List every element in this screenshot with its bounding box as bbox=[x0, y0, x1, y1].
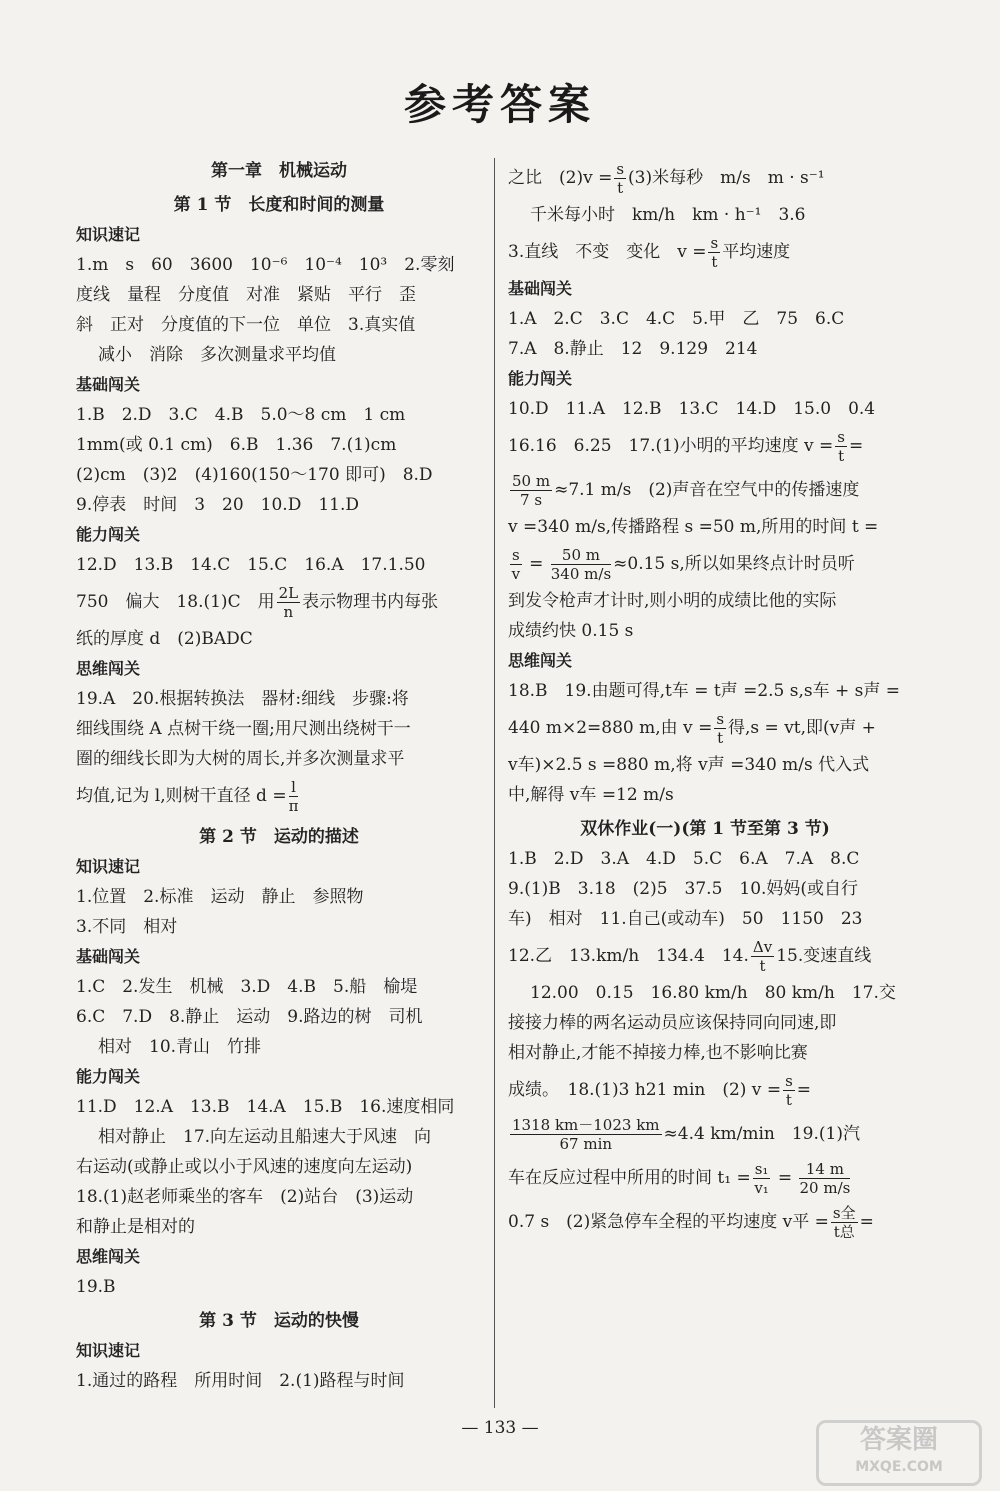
answer-text: 0.7 s (2)紧急停车全程的平均速度 v平 = bbox=[508, 1212, 829, 1232]
answer-line bbox=[508, 230, 902, 274]
answer-line bbox=[508, 424, 902, 468]
fraction bbox=[510, 546, 522, 583]
fraction bbox=[835, 428, 847, 465]
fraction bbox=[277, 584, 301, 621]
answer-line bbox=[508, 156, 902, 200]
fraction-denominator: 340 m/s bbox=[550, 565, 612, 583]
section-label: 基础闯关 bbox=[508, 279, 573, 298]
right-column bbox=[508, 156, 902, 1244]
answer-line: 11.D 12.A 13.B 14.A 15.B 16.速度相同 bbox=[76, 1097, 455, 1117]
section-label: 思维闯关 bbox=[76, 1247, 141, 1266]
section-1-heading: 第 1 节 长度和时间的测量 bbox=[173, 195, 385, 215]
answer-text: ≈0.15 s,所以如果终点计时员听 bbox=[613, 554, 855, 574]
answer-line: 到发令枪声才计时,则小明的成绩比他的实际 bbox=[508, 591, 837, 611]
answer-line: 相对静止,才能不掉接力棒,也不影响比赛 bbox=[508, 1043, 808, 1063]
fraction bbox=[289, 778, 299, 815]
fraction-numerator: l bbox=[289, 778, 299, 797]
fraction bbox=[751, 938, 774, 975]
answer-line: 1.m s 60 3600 10⁻⁶ 10⁻⁴ 10³ 2.零刻 bbox=[76, 255, 455, 275]
section-label: 知识速记 bbox=[76, 857, 141, 876]
fraction-numerator: s bbox=[716, 710, 725, 728]
fraction bbox=[551, 546, 611, 583]
answer-text: ≈7.1 m/s (2)声音在空气中的传播速度 bbox=[554, 480, 860, 500]
answer-line: 右运动(或静止或以小于风速的速度向左运动) bbox=[76, 1157, 413, 1177]
answer-line: 18.(1)赵老师乘坐的客车 (2)站台 (3)运动 bbox=[76, 1187, 414, 1207]
answer-line: 1.B 2.D 3.A 4.D 5.C 6.A 7.A 8.C bbox=[508, 849, 860, 869]
answer-text: 均值,记为 l,则树干直径 d = bbox=[76, 786, 287, 806]
answer-line: v =340 m/s,传播路程 s =50 m,所用的时间 t = bbox=[508, 517, 879, 537]
fraction-numerator: 14 m bbox=[799, 1160, 850, 1179]
answer-text: ≈4.4 km/min 19.(1)汽 bbox=[663, 1124, 860, 1144]
answer-text: 12.乙 13.km/h 134.4 14. bbox=[508, 946, 749, 966]
fraction bbox=[783, 1072, 795, 1109]
fraction-denominator: n bbox=[283, 603, 294, 621]
answer-line: 6.C 7.D 8.静止 运动 9.路边的树 司机 bbox=[76, 1007, 423, 1027]
answer-line: 1.通过的路程 所用时间 2.(1)路程与时间 bbox=[76, 1371, 405, 1391]
answer-line: 10.D 11.A 12.B 13.C 14.D 15.0 0.4 bbox=[508, 399, 876, 419]
section-label: 能力闯关 bbox=[508, 369, 573, 388]
answer-line: 1.A 2.C 3.C 4.C 5.甲 乙 75 6.C bbox=[508, 309, 845, 329]
answer-line: 细线围绕 A 点树干绕一圈;用尺测出绕树干一 bbox=[76, 719, 411, 739]
answer-line: 圈的细线长即为大树的周长,并多次测量求平 bbox=[76, 749, 405, 769]
answer-line: 减小 消除 多次测量求平均值 bbox=[98, 345, 336, 365]
watermark-main: 答案圈 bbox=[859, 1425, 938, 1455]
answer-line: 18.B 19.由题可得,t车 = t声 =2.5 s,s车 + s声 = bbox=[508, 681, 901, 701]
fraction bbox=[614, 160, 626, 197]
answer-text: = bbox=[859, 1212, 874, 1232]
answer-line: 1.B 2.D 3.C 4.B 5.0～8 cm 1 cm bbox=[76, 405, 406, 425]
section-label: 思维闯关 bbox=[76, 659, 141, 678]
answer-line: (2)cm (3)2 (4)160(150～170 即可) 8.D bbox=[76, 465, 433, 485]
answer-line: 斜 正对 分度值的下一位 单位 3.真实值 bbox=[76, 315, 416, 335]
section-label: 能力闯关 bbox=[76, 525, 141, 544]
answer-line bbox=[508, 1068, 902, 1112]
fraction-denominator: t bbox=[838, 447, 845, 465]
answer-line bbox=[508, 706, 902, 750]
answer-line: 中,解得 v车 =12 m/s bbox=[508, 785, 674, 805]
answer-line: 12.00 0.15 16.80 km/h 80 km/h 17.交 bbox=[530, 983, 896, 1003]
section-label: 能力闯关 bbox=[76, 1067, 141, 1086]
answer-line: 12.D 13.B 14.C 15.C 16.A 17.1.50 bbox=[76, 555, 426, 575]
fraction-numerator: s全 bbox=[832, 1204, 856, 1222]
fraction-numerator: s₁ bbox=[754, 1160, 769, 1178]
fraction-denominator: π bbox=[288, 797, 299, 815]
answer-line: 1mm(或 0.1 cm) 6.B 1.36 7.(1)cm bbox=[76, 435, 397, 455]
fraction-denominator: t bbox=[711, 253, 718, 271]
fraction-numerator: s bbox=[785, 1072, 793, 1090]
fraction-denominator: 7 s bbox=[520, 491, 543, 509]
answer-text: = bbox=[796, 1080, 812, 1100]
page-title: 参考答案 bbox=[403, 80, 596, 129]
fraction-numerator: s bbox=[837, 428, 845, 446]
answer-text: 成绩。 18.(1)3 h21 min (2) v = bbox=[508, 1080, 782, 1100]
section-3-heading: 第 3 节 运动的快慢 bbox=[199, 1311, 359, 1331]
fraction-denominator: t bbox=[717, 729, 724, 747]
section-label: 知识速记 bbox=[76, 1341, 141, 1360]
fraction bbox=[708, 234, 720, 271]
answer-text: 15.变速直线 bbox=[776, 946, 872, 966]
answer-line: 车) 相对 11.自己(或动车) 50 1150 23 bbox=[508, 909, 863, 929]
answer-line: 19.B bbox=[76, 1277, 116, 1297]
fraction bbox=[510, 1116, 662, 1153]
fraction bbox=[510, 472, 552, 509]
answer-line: 7.A 8.静止 12 9.129 214 bbox=[508, 339, 758, 359]
fraction-denominator: v₁ bbox=[754, 1179, 769, 1197]
answer-line: 1.位置 2.标准 运动 静止 参照物 bbox=[76, 887, 364, 907]
answer-text: 16.16 6.25 17.(1)小明的平均速度 v = bbox=[508, 436, 834, 456]
answer-text: = bbox=[849, 436, 864, 456]
fraction bbox=[714, 710, 726, 747]
fraction-denominator: t bbox=[759, 957, 766, 975]
section-label: 知识速记 bbox=[76, 225, 141, 244]
watermark-logo bbox=[816, 1420, 982, 1486]
answer-line: 1.C 2.发生 机械 3.D 4.B 5.船 榆堤 bbox=[76, 977, 418, 997]
watermark-sub: MXQE.COM bbox=[855, 1459, 943, 1475]
fraction bbox=[799, 1160, 850, 1197]
fraction-numerator: Δv bbox=[752, 938, 773, 956]
answer-line: 和静止是相对的 bbox=[76, 1217, 195, 1237]
answer-line: 相对静止 17.向左运动且船速大于风速 向 bbox=[98, 1127, 432, 1147]
answer-line bbox=[508, 468, 902, 512]
page-number: — 133 — bbox=[461, 1418, 539, 1438]
chapter-heading: 第一章 机械运动 bbox=[211, 161, 347, 181]
section-label: 基础闯关 bbox=[76, 947, 141, 966]
answer-text: 表示物理书内每张 bbox=[302, 592, 439, 612]
answer-line: 相对 10.青山 竹排 bbox=[98, 1037, 262, 1057]
answer-text: 车在反应过程中所用的时间 t₁ = bbox=[508, 1168, 751, 1188]
answer-line bbox=[76, 580, 482, 624]
fraction-denominator: 67 min bbox=[559, 1135, 613, 1153]
answer-text: 之比 (2)v = bbox=[508, 168, 613, 188]
answer-text: 3.直线 不变 变化 v = bbox=[508, 242, 707, 262]
answer-line: 9.(1)B 3.18 (2)5 37.5 10.妈妈(或自行 bbox=[508, 879, 859, 899]
answer-text: 440 m×2=880 m,由 v = bbox=[508, 718, 713, 738]
fraction-numerator: s bbox=[512, 546, 520, 564]
answer-line: 度线 量程 分度值 对准 紧贴 平行 歪 bbox=[76, 285, 416, 305]
answer-line bbox=[76, 774, 482, 818]
fraction-numerator: 2L bbox=[278, 584, 299, 602]
fraction-denominator: v bbox=[511, 565, 521, 583]
left-column bbox=[76, 156, 482, 1396]
answer-line: 9.停表 时间 3 20 10.D 11.D bbox=[76, 495, 359, 515]
fraction-denominator: t bbox=[785, 1091, 792, 1109]
answer-line: 纸的厚度 d (2)BADC bbox=[76, 629, 253, 649]
answer-line: 19.A 20.根据转换法 器材:细线 步骤:将 bbox=[76, 689, 409, 709]
fraction bbox=[753, 1160, 771, 1197]
section-2-heading: 第 2 节 运动的描述 bbox=[199, 827, 359, 847]
answer-line bbox=[508, 1112, 902, 1156]
fraction bbox=[831, 1204, 858, 1241]
fraction-numerator: 1318 km－1023 km bbox=[512, 1116, 660, 1134]
answer-line: 千米每小时 km/h km · h⁻¹ 3.6 bbox=[530, 205, 806, 225]
answer-text: 平均速度 bbox=[722, 242, 791, 262]
answer-line: 车在反应过程中所用的时间 t₁ = $\frac{\text{s₁}}{\text{v₁}}$ = $\frac{14 m}{20 m/s}$ bbox=[508, 1160, 851, 1197]
section-label: 基础闯关 bbox=[76, 375, 141, 394]
fraction-denominator: t总 bbox=[833, 1223, 855, 1241]
answer-text: 750 偏大 18.(1)C 用 bbox=[76, 592, 275, 612]
answer-line bbox=[508, 1200, 902, 1244]
answer-text: (3)米每秒 m/s m · s⁻¹ bbox=[628, 168, 825, 188]
answer-line bbox=[508, 934, 902, 978]
fraction-numerator: s bbox=[616, 160, 625, 178]
homework-heading: 双休作业(一)(第 1 节至第 3 节) bbox=[580, 819, 830, 839]
fraction-numerator: s bbox=[710, 234, 719, 252]
answer-line: v车)×2.5 s =880 m,将 v声 =340 m/s 代入式 bbox=[508, 755, 870, 775]
section-label: 思维闯关 bbox=[508, 651, 573, 670]
answer-line: 成绩约快 0.15 s bbox=[508, 621, 634, 641]
answer-line: 3.不同 相对 bbox=[76, 917, 178, 937]
answer-text: 得,s = vt,即(v声 + bbox=[728, 718, 876, 738]
answer-line: $\frac{s}{v}$ = $\frac{50 m}{340 m/s}$ ≈0.15 s,所以如果终点计时员听 bbox=[511, 546, 855, 583]
fraction-denominator: 20 m/s bbox=[799, 1179, 851, 1197]
fraction-numerator: 50 m bbox=[551, 546, 611, 565]
answer-line: 接接力棒的两名运动员应该保持同向同速,即 bbox=[508, 1013, 837, 1033]
fraction-denominator: t bbox=[617, 179, 624, 197]
fraction-numerator: 50 m bbox=[512, 472, 551, 490]
column-divider bbox=[494, 158, 495, 1408]
